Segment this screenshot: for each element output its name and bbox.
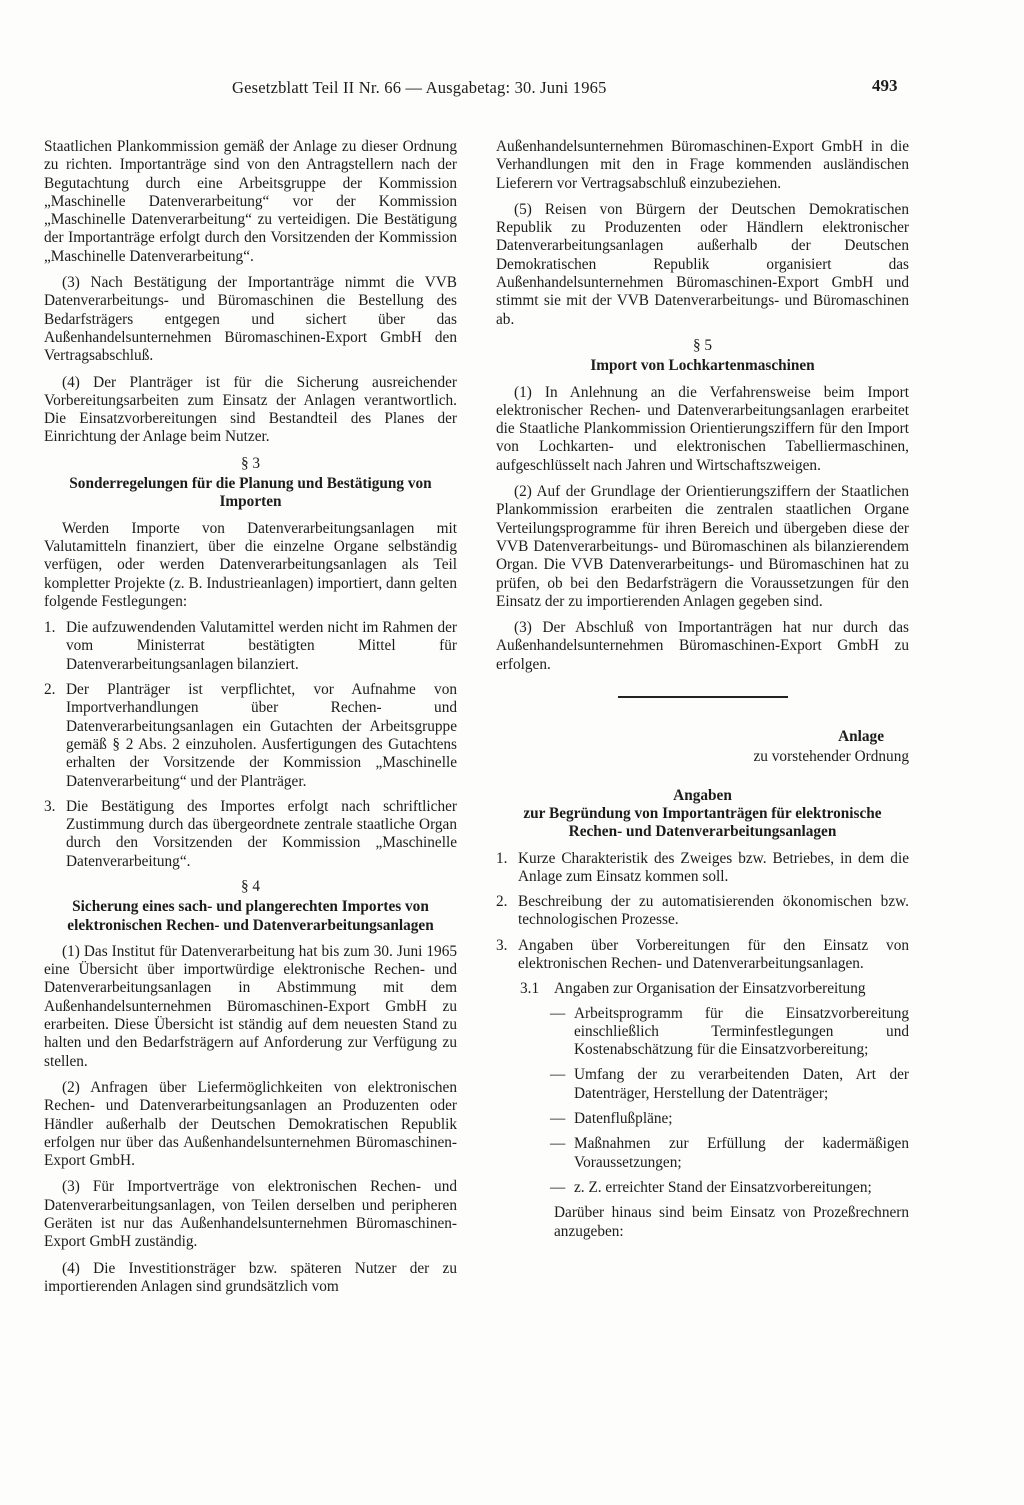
list-item (550, 1066, 909, 1103)
paragraph: Außenhandelsunternehmen Büromaschinen-Export GmbH in die Verhandlungen mit den in Frage kommenden ausländischen Lieferern vor Vertragsabschluß einzubeziehen. (496, 138, 909, 192)
item-text: Umfang der zu verarbeitenden Daten, Art der Datenträger, Herstellung der Datenträger; (574, 1066, 909, 1102)
paragraph: (2) Auf der Grundlage der Orientierungsziffern der Staatlichen Plankommission erarbeiten die zentralen staatlichen Organe Verteilungsprogramme für ihren Bereich und übergeben diese der VVB Datenverarbeitungs- und Büromaschinen als bilanzierendem Organ. Die VVB Datenverarbeitungs- und Büromaschinen hat zu prüfen, ob bei den Bedarfsträgern die Voraussetzungen für den Einsatz der zu importierenden Anlagen gegeben sind. (496, 483, 909, 610)
section-heading: Sonderregelungen für die Planung und Bestätigung von Importen (69, 475, 432, 511)
sub-item-text: Angaben zur Organisation der Einsatzvorbereitung (554, 980, 866, 998)
dash-marker: — (550, 1066, 566, 1084)
item-text: Die Bestätigung des Importes erfolgt nach schriftlicher Zustimmung durch das übergeordnete zentrale staatliche Organ durch den Vorsitzenden der Kommission „Maschinelle Datenverarbeitung“. (66, 797, 457, 870)
annex-heading-sub: zur Begründung von Importanträgen für elektronische Rechen- und Datenverarbeitungsanlagen (523, 804, 882, 841)
paragraph: (4) Der Planträger ist für die Sicherung ausreichender Vorbereitungsarbeiten zum Einsatz der Anlagen verantwortlich. Die Einsatzvorbereitungen sind Bestandteil des Planes der Einrichtung der Anlage beim Nutzer. (44, 373, 457, 446)
annex-title: Anlage (838, 728, 884, 746)
item-text: Maßnahmen zur Erfüllung der kadermäßigen Voraussetzungen; (574, 1135, 909, 1171)
item-text: Angaben über Vorbereitungen für den Einsatz von elektronischen Rechen- und Datenverarbeitungsanlagen. (518, 936, 909, 972)
item-text: z. Z. erreichter Stand der Einsatzvorbereitungen; (574, 1178, 872, 1196)
running-head: Gesetzblatt Teil II Nr. 66 — Ausgabetag: 30. Juni 1965 (232, 78, 607, 97)
left-column (44, 138, 457, 1304)
item-text: Beschreibung der zu automatisierenden ökonomischen bzw. technologischen Prozesse. (518, 893, 909, 929)
item-number: 3. (44, 797, 56, 815)
paragraph: (2) Anfragen über Liefermöglichkeiten von elektronischen Rechen- und Datenverarbeitungsanlagen an Produzenten oder Händler außerhalb der Deutschen Demokratischen Republik erfolgen nur über das Außenhandelsunternehmen Büromaschinen-Export GmbH. (44, 1078, 457, 1170)
list-item (496, 893, 909, 930)
list-item (44, 619, 457, 674)
section-number: § 4 (240, 877, 261, 895)
item-number: 2. (44, 681, 56, 699)
list-item (496, 850, 909, 887)
dash-marker: — (550, 1004, 566, 1022)
numbered-list (44, 619, 457, 871)
separator-rule (618, 696, 788, 698)
paragraph: Darüber hinaus sind beim Einsatz von Prozeßrechnern anzugeben: (554, 1204, 909, 1240)
paragraph: Werden Importe von Datenverarbeitungsanlagen mit Valutamitteln finanziert, über die einzelne Organe selbständig verfügen, oder werden Datenverarbeitungsanlagen als Teil kompletter Projekte (z. B. Industrieanlagen) importiert, dann gelten folgende Festlegungen: (44, 519, 457, 610)
page-number: 493 (872, 76, 898, 95)
item-text: Der Planträger ist verpflichtet, vor Aufnahme von Importverhandlungen über Rechen- und Datenverarbeitungsanlagen ein Gutachten der Arbeitsgruppe gemäß § 2 Abs. 2 einzuholen. Ausfertigungen des Gutachtens erhalten der Vorsitzende der Kommission „Maschinelle Datenverarbeitung“ und der Planträger. (66, 681, 457, 790)
item-text: Arbeitsprogramm für die Einsatzvorbereitung einschließlich Terminfestlegungen und Kostenabschätzung für die Einsatzvorbereitung; (574, 1004, 909, 1059)
paragraph: (3) Für Importverträge von elektronischen Rechen- und Datenverarbeitungsanlagen, von Teilen derselben und peripheren Geräten ist nur das Außenhandelsunternehmen Büromaschinen-Export GmbH zuständig. (44, 1178, 457, 1251)
list-item (496, 937, 909, 974)
dash-marker: — (550, 1178, 566, 1196)
list-item (550, 1178, 909, 1197)
item-number: 1. (496, 849, 508, 867)
right-column (496, 138, 909, 1249)
item-text: Datenflußpläne; (574, 1110, 673, 1128)
dash-marker: — (550, 1135, 566, 1153)
annex-heading: Angaben (673, 786, 732, 804)
annex-subtitle: zu vorstehender Ordnung (753, 748, 909, 766)
dash-list (496, 1005, 909, 1198)
item-number: 3. (496, 936, 508, 954)
section-number: § 5 (692, 336, 713, 354)
sub-item-number: 3.1 (520, 980, 540, 998)
paragraph: (3) Nach Bestätigung der Importanträge nimmt die VVB Datenverarbeitungs- und Büromaschinen die Bestellung des Bedarfsträgers entgegen und sichert über das Außenhandelsunternehmen Büromaschinen-Export GmbH den Vertragsabschluß. (44, 274, 457, 365)
list-item (44, 681, 457, 791)
item-text: Kurze Charakteristik des Zweiges bzw. Betriebes, in dem die Anlage zum Einsatz kommen soll. (518, 849, 909, 885)
section-heading: Sicherung eines sach- und plangerechten Importes von elektronischen Rechen- und Datenverarbeitungsanlagen (67, 898, 434, 934)
list-item (44, 798, 457, 871)
paragraph: (1) In Anlehnung an die Verfahrensweise beim Import elektronischer Rechen- und Datenverarbeitungsanlagen erarbeitet die Staatliche Plankommission Orientierungsziffern für den Import von Lochkarten- und elektronischen Tabelliermaschinen, aufgeschlüsselt nach Jahren und Wirtschaftszweigen. (496, 383, 909, 474)
paragraph: (3) Der Abschluß von Importanträgen hat nur durch das Außenhandelsunternehmen Büromaschinen-Export GmbH zu erfolgen. (496, 619, 909, 673)
paragraph: (5) Reisen von Bürgern der Deutschen Demokratischen Republik zu Produzenten oder Händlern elektronischer Datenverarbeitungsanlagen außerhalb der Deutschen Demokratischen Republik organisiert das Außenhandelsunternehmen Büromaschinen-Export GmbH und stimmt sie mit der VVB Datenverarbeitungs- und Büromaschinen ab. (496, 200, 909, 328)
section-number: § 3 (240, 454, 261, 472)
item-text: Die aufzuwendenden Valutamittel werden nicht im Rahmen der vom Ministerrat bestätigten Mittel für Datenverarbeitungsanlagen bilanziert. (66, 619, 457, 673)
dash-marker: — (550, 1110, 566, 1128)
section-heading: Import von Lochkartenmaschinen (590, 357, 815, 375)
list-item (550, 1135, 909, 1172)
paragraph: Staatlichen Plankommission gemäß der Anlage zu dieser Ordnung zu richten. Importanträge sind von den Antragstellern nach der Begutachtung durch eine Arbeitsgruppe der Kommission „Maschinelle Datenverarbeitung“ vor der Kommission „Maschinelle Datenverarbeitung“ zu verteidigen. Die Bestätigung der Importanträge erfolgt durch den Vorsitzenden der Kommission „Maschinelle Datenverarbeitung“. (44, 138, 457, 265)
item-number: 1. (44, 619, 56, 637)
list-item (550, 1004, 909, 1060)
paragraph: (1) Das Institut für Datenverarbeitung hat bis zum 30. Juni 1965 eine Übersicht über importwürdige elektronische Rechen- und Datenverarbeitungsanlagen in Abstimmung mit dem Außenhandelsunternehmen Büromaschinen-Export GmbH zu erarbeiten. Diese Übersicht ist ständig auf dem neuesten Stand zu halten und den Bedarfsträgern auf Anforderung zur Verfügung zu stellen. (44, 942, 457, 1070)
item-number: 2. (496, 893, 508, 911)
sub-item (496, 980, 909, 998)
list-item (550, 1110, 909, 1128)
numbered-list (496, 850, 909, 974)
paragraph: (4) Die Investitionsträger bzw. späteren Nutzer der zu importierenden Anlagen sind grundsätzlich vom (44, 1259, 457, 1295)
